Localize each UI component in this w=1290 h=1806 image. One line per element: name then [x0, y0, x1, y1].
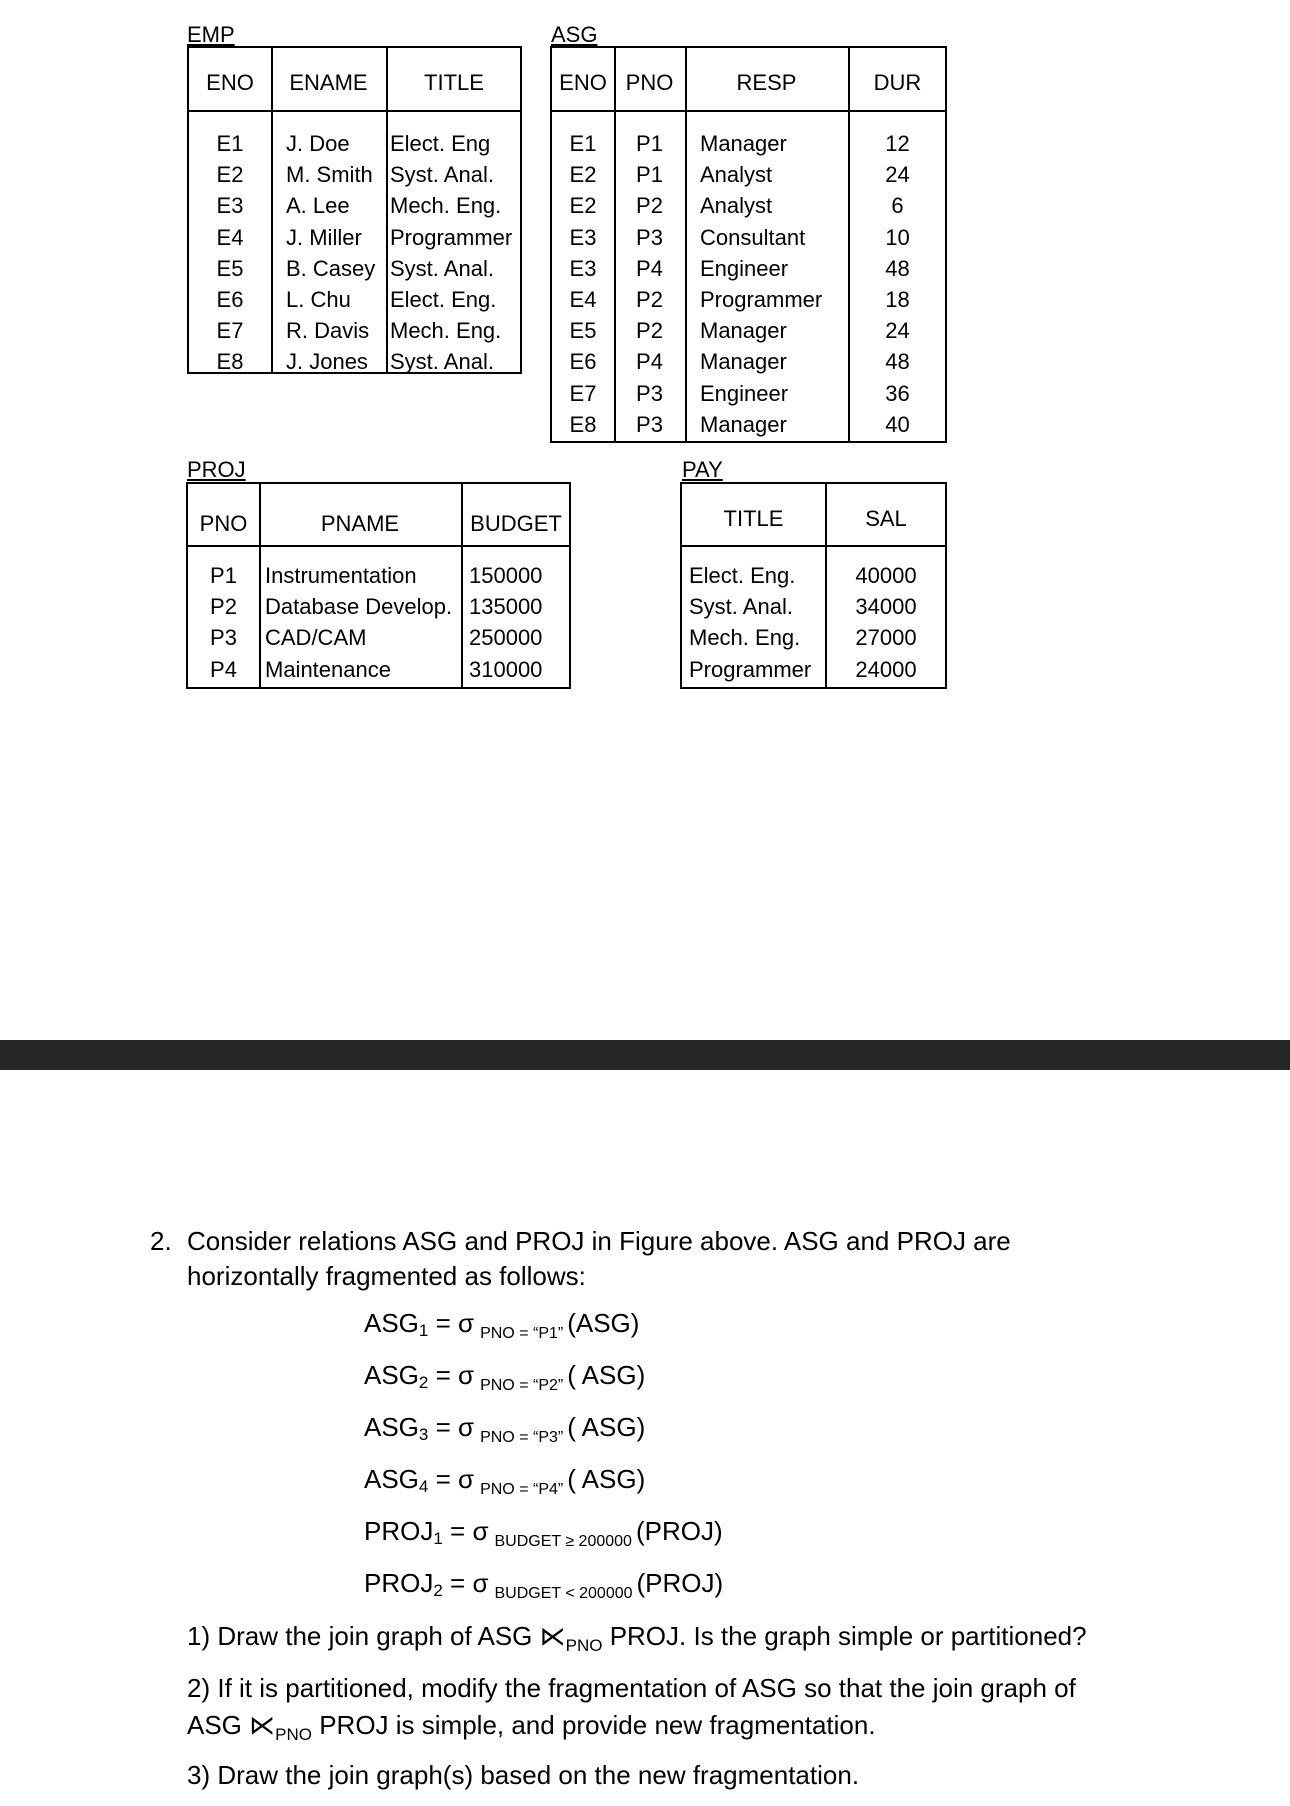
fragment-definition — [364, 1516, 723, 1551]
asg-cell: Analyst — [700, 193, 773, 219]
asg-cell: Programmer — [700, 287, 823, 312]
fragment-argument: ( ASG) — [567, 1360, 646, 1390]
proj-cell: 250000 — [469, 625, 543, 651]
emp-cell: Elect. Eng — [390, 131, 491, 156]
question-text: PROJ is simple, and provide new fragmentation. — [311, 1710, 876, 1740]
asg-cell: 24 — [885, 318, 910, 344]
question-text: PROJ. Is the graph simple or partitioned? — [602, 1621, 1087, 1651]
question-text: ASG — [187, 1710, 250, 1740]
asg-cell: 12 — [885, 131, 910, 156]
fragment-definition — [364, 1412, 645, 1447]
asg-cell: 18 — [885, 287, 910, 312]
asg-header: DUR — [873, 70, 922, 95]
asg-header: ENO — [559, 70, 607, 95]
pay-table — [680, 482, 947, 689]
emp-cell: J. Miller — [286, 224, 362, 250]
emp-cell: E8 — [216, 349, 244, 375]
emp-cell: Mech. Eng. — [390, 318, 502, 344]
fragment-index: 2 — [418, 1373, 429, 1392]
question-intro: Consider relations ASG and PROJ in Figure above. ASG and PROJ are — [187, 1226, 1011, 1256]
proj-cell: 135000 — [469, 594, 543, 620]
emp-header: ENAME — [289, 70, 368, 95]
fragment-argument: ( ASG) — [567, 1464, 646, 1494]
emp-cell: E6 — [216, 287, 244, 312]
emp-cell: Elect. Eng. — [390, 287, 497, 312]
asg-cell: 6 — [891, 193, 904, 219]
fragment-index: 1 — [433, 1529, 443, 1548]
question-text: 1) Draw the join graph of ASG — [187, 1621, 540, 1651]
question-number: 2. — [150, 1226, 172, 1256]
proj-table — [186, 482, 571, 689]
proj-cell: CAD/CAM — [265, 625, 367, 651]
proj-caption: PROJ — [187, 457, 246, 482]
emp-table — [187, 46, 522, 374]
asg-cell: P4 — [636, 349, 663, 375]
fragment-condition: PNO = “P1” — [480, 1325, 564, 1342]
pay-header: SAL — [865, 506, 907, 531]
asg-cell: P2 — [636, 287, 663, 312]
emp-cell: E5 — [216, 255, 244, 281]
asg-cell: P2 — [636, 193, 663, 219]
proj-cell: 150000 — [469, 563, 543, 588]
emp-cell: J. Doe — [286, 131, 350, 156]
fragment-condition: BUDGET < 200000 — [494, 1585, 633, 1602]
asg-cell: 48 — [885, 349, 910, 375]
proj-cell: P4 — [210, 656, 237, 682]
fragment-index: 1 — [418, 1321, 429, 1340]
emp-header: TITLE — [424, 70, 484, 95]
asg-cell: Analyst — [700, 162, 773, 188]
semijoin-symbol: ⋉ — [249, 1710, 276, 1740]
asg-cell: 36 — [885, 380, 910, 406]
semijoin-symbol: ⋉ — [539, 1621, 566, 1651]
asg-cell: P1 — [636, 131, 663, 156]
asg-cell: P1 — [636, 162, 663, 188]
asg-cell: 24 — [885, 162, 910, 188]
emp-cell: Programmer — [390, 224, 513, 250]
asg-cell: Consultant — [700, 224, 806, 250]
asg-cell: 10 — [885, 224, 910, 250]
emp-cell: J. Jones — [286, 349, 368, 375]
fragment-condition: BUDGET ≥ 200000 — [494, 1533, 632, 1550]
question-item-2-cont — [187, 1710, 876, 1745]
fragment-argument: (PROJ) — [635, 1516, 723, 1546]
emp-cell: R. Davis — [286, 318, 370, 344]
asg-cell: P3 — [636, 411, 663, 437]
proj-cell: P1 — [210, 563, 237, 588]
proj-header: PNAME — [320, 511, 400, 536]
emp-cell: E4 — [216, 224, 244, 250]
fragment-name: ASG — [364, 1360, 419, 1390]
emp-cell: E7 — [216, 318, 244, 344]
pay-cell: Programmer — [689, 656, 812, 682]
fragment-definition — [364, 1464, 645, 1499]
fragment-definition — [364, 1568, 723, 1603]
asg-cell: E3 — [569, 224, 597, 250]
fragment-index: 2 — [433, 1581, 443, 1600]
emp-cell: E3 — [216, 193, 244, 219]
asg-cell: P4 — [636, 255, 663, 281]
fragment-operator: = σ — [428, 1308, 475, 1338]
emp-cell: Mech. Eng. — [390, 193, 502, 219]
proj-cell: Instrumentation — [265, 563, 417, 588]
asg-cell: P3 — [636, 380, 663, 406]
asg-cell: 40 — [885, 411, 910, 437]
proj-cell: 310000 — [469, 656, 543, 682]
fragment-condition: PNO = “P2” — [480, 1377, 564, 1394]
fragment-condition: PNO = “P4” — [480, 1481, 564, 1498]
proj-cell: P3 — [210, 625, 237, 651]
fragment-name: PROJ — [364, 1568, 434, 1598]
asg-cell: Manager — [700, 349, 787, 375]
fragment-name: ASG — [364, 1308, 419, 1338]
fragment-name: ASG — [364, 1464, 419, 1494]
question-intro: horizontally fragmented as follows: — [187, 1261, 586, 1291]
fragment-index: 4 — [418, 1477, 429, 1496]
emp-caption: EMP — [187, 22, 235, 47]
asg-header: PNO — [625, 70, 674, 95]
pay-cell: 27000 — [855, 625, 917, 651]
proj-header: PNO — [199, 511, 248, 536]
fragment-operator: = σ — [428, 1464, 475, 1494]
question-item-3: 3) Draw the join graph(s) based on the new fragmentation. — [187, 1760, 860, 1790]
fragment-operator: = σ — [428, 1360, 475, 1390]
proj-cell: Database Develop. — [265, 594, 453, 620]
pay-cell: 40000 — [855, 563, 917, 588]
emp-cell: A. Lee — [286, 193, 350, 219]
fragment-argument: ( ASG) — [567, 1412, 646, 1442]
fragment-name: ASG — [364, 1412, 419, 1442]
emp-cell: Syst. Anal. — [390, 255, 494, 281]
asg-cell: Manager — [700, 318, 787, 344]
asg-cell: E6 — [569, 349, 597, 375]
asg-caption: ASG — [551, 22, 598, 47]
proj-header: BUDGET — [470, 511, 562, 536]
fragment-operator: = σ — [442, 1516, 489, 1546]
pay-cell: Elect. Eng. — [689, 563, 796, 588]
proj-cell: Maintenance — [265, 656, 391, 682]
question-item-2: 2) If it is partitioned, modify the fragmentation of ASG so that the join graph of — [187, 1673, 1076, 1703]
asg-cell: Engineer — [700, 255, 789, 281]
fragment-definition — [364, 1308, 639, 1343]
pay-cell: Syst. Anal. — [689, 594, 793, 620]
pay-cell: Mech. Eng. — [689, 625, 801, 651]
fragment-operator: = σ — [428, 1412, 475, 1442]
join-attribute: PNO — [565, 1636, 603, 1655]
emp-cell: B. Casey — [286, 255, 376, 281]
asg-cell: P3 — [636, 224, 663, 250]
section-divider — [0, 1040, 1290, 1070]
fragment-index: 3 — [418, 1425, 429, 1444]
emp-cell: Syst. Anal. — [390, 349, 494, 375]
asg-cell: Manager — [700, 411, 787, 437]
join-attribute: PNO — [275, 1725, 312, 1744]
asg-cell: E1 — [569, 131, 597, 156]
asg-header: RESP — [736, 70, 797, 95]
asg-cell: E5 — [569, 318, 597, 344]
emp-cell: E1 — [216, 131, 244, 156]
emp-header: ENO — [206, 70, 254, 95]
emp-cell: L. Chu — [286, 287, 351, 312]
fragment-name: PROJ — [364, 1516, 434, 1546]
pay-caption: PAY — [682, 457, 723, 482]
pay-cell: 34000 — [855, 594, 917, 620]
pay-header: TITLE — [723, 506, 784, 531]
fragment-condition: PNO = “P3” — [480, 1429, 564, 1446]
fragment-argument: (PROJ) — [636, 1568, 724, 1598]
emp-cell: M. Smith — [286, 162, 373, 188]
asg-cell: P2 — [636, 318, 663, 344]
fragment-operator: = σ — [442, 1568, 489, 1598]
emp-cell: E2 — [216, 162, 244, 188]
asg-cell: E7 — [569, 380, 597, 406]
asg-cell: Manager — [700, 131, 787, 156]
asg-cell: E2 — [569, 193, 597, 219]
pay-cell: 24000 — [855, 656, 917, 682]
asg-cell: E8 — [569, 411, 597, 437]
asg-cell: E4 — [569, 287, 597, 312]
emp-cell: Syst. Anal. — [390, 162, 494, 188]
asg-cell: E2 — [569, 162, 597, 188]
proj-cell: P2 — [210, 594, 237, 620]
fragment-definition — [364, 1360, 645, 1395]
asg-cell: E3 — [569, 255, 597, 281]
asg-cell: 48 — [885, 255, 910, 281]
asg-cell: Engineer — [700, 380, 789, 406]
question-item-1 — [187, 1621, 1087, 1656]
fragment-argument: (ASG) — [567, 1308, 640, 1338]
asg-table — [550, 46, 947, 443]
